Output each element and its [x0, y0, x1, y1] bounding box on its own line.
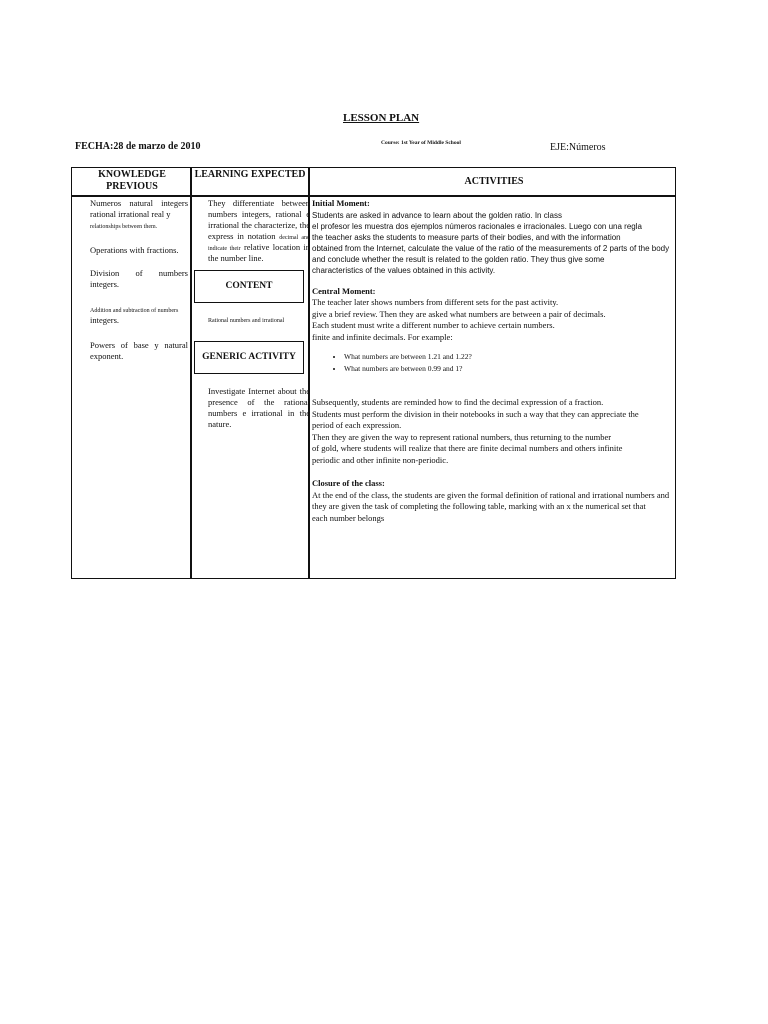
- list-item: [76, 304, 188, 326]
- text-line: Students must perform the division in their notebooks in such a way that they can appreciate the: [312, 408, 639, 419]
- lesson-plan-table: [71, 167, 676, 579]
- text-line: obtained from the Internet, calculate the value of the ratio of the measurements of 2 parts of the body: [312, 243, 670, 253]
- date-label: FECHA:28 de marzo de 2010: [75, 141, 201, 152]
- text-line: The teacher later shows numbers from different sets for the past activity.: [312, 297, 559, 307]
- list-item: • What numbers are between 1.21 and 1.22?: [344, 351, 676, 363]
- text-line: and conclude whether the result is related to the golden ratio. They thus give some: [312, 254, 605, 264]
- header-divider: [72, 195, 675, 197]
- learning-text-small: decimal and indicate their: [208, 235, 310, 252]
- text-line: they are given the task of completing the following table, marking with an x the numerical set that: [312, 501, 646, 511]
- generic-item: Investigate Internet about the presence of the rational numbers e irrational in the nature.: [208, 386, 310, 429]
- course-label: Course: 1st Year of Middle School: [381, 140, 461, 146]
- list-item-text: relationships between them.: [90, 224, 158, 230]
- text-line: the teacher asks the students to measure parts of their bodies, and with the information: [312, 232, 621, 242]
- activities-column: [312, 198, 676, 524]
- initial-moment-text: [312, 210, 676, 276]
- bullet-icon: [76, 340, 90, 362]
- text-line: each number belongs: [312, 512, 385, 523]
- initial-moment-heading: Initial Moment:: [312, 198, 370, 208]
- bullet-icon: [76, 304, 90, 326]
- text-line: period of each expression.: [312, 420, 402, 430]
- bullet-icon: [194, 317, 208, 325]
- list-item: • What numbers are between 0.99 and 1?: [344, 363, 676, 375]
- text-line: give a brief review. Then they are asked what numbers are between a pair of decimals.: [312, 308, 606, 319]
- list-item-text: Powers of base y natural exponent.: [90, 340, 188, 361]
- list-item: [194, 198, 310, 264]
- text-line: finite and infinite decimals. For example:: [312, 331, 453, 342]
- content-item: Rational numbers and irrational: [208, 318, 285, 324]
- list-item: [194, 386, 310, 430]
- list-item: [194, 317, 310, 325]
- bullet-icon: [76, 245, 90, 256]
- examples-list: [312, 351, 676, 375]
- col-header-activities: ACTIVITIES: [464, 176, 524, 187]
- column-divider: [190, 168, 192, 578]
- text-line: characteristics of the values obtained in this activity.: [312, 265, 496, 275]
- list-item-text: Numeros natural integers rational irrational real y: [90, 198, 188, 219]
- bullet-icon: [194, 386, 208, 430]
- list-item: [76, 245, 188, 256]
- closure-heading: Closure of the class:: [312, 478, 385, 488]
- learning-text-cont: relative location in the number line.: [208, 242, 310, 263]
- list-item-text: Division of numbers integers.: [90, 268, 188, 289]
- central-moment-heading: Central Moment:: [312, 285, 376, 296]
- text-line: Students are asked in advance to learn about the golden ratio. In class: [312, 210, 562, 220]
- text-line: Each student must write a different number to achieve certain numbers.: [312, 320, 555, 330]
- text-line: periodic and other infinite non-periodic.: [312, 454, 449, 465]
- generic-activity-box: GENERIC ACTIVITY: [194, 341, 304, 374]
- list-item-text: integers.: [90, 315, 120, 325]
- list-item: [76, 340, 188, 362]
- page-title: LESSON PLAN: [343, 112, 420, 124]
- list-item-text: Operations with fractions.: [90, 245, 179, 255]
- text-line: Subsequently, students are reminded how to find the decimal expression of a fraction.: [312, 397, 604, 407]
- text-line: of gold, where students will realize that there are finite decimal numbers and others infinite: [312, 443, 623, 453]
- text-line: Then they are given the way to represent rational numbers, thus returning to the number: [312, 431, 612, 442]
- bullet-icon: [76, 198, 90, 231]
- bullet-icon: [194, 198, 208, 264]
- list-item: [76, 198, 188, 231]
- learning-column: [194, 198, 310, 436]
- text-line: el profesor les muestra dos ejemplos números racionales e irracionales. Luego con una regla: [312, 221, 642, 231]
- col-header-learning: LEARNING EXPECTED: [194, 169, 306, 180]
- bullet-icon: [76, 268, 90, 290]
- list-item: [76, 268, 188, 290]
- col-header-knowledge: KNOWLEDGE PREVIOUS: [98, 169, 166, 192]
- list-item-text: Addition and subtraction of numbers: [90, 308, 179, 314]
- axis-label: EJE:Números: [550, 142, 606, 153]
- content-box: CONTENT: [194, 270, 304, 303]
- knowledge-column: [76, 198, 188, 368]
- text-line: At the end of the class, the students are given the formal definition of rational and irrational numbers and: [312, 489, 670, 500]
- learning-text: They differentiate between numbers integers, rational e irrational the characterize, the express in notation: [208, 198, 310, 241]
